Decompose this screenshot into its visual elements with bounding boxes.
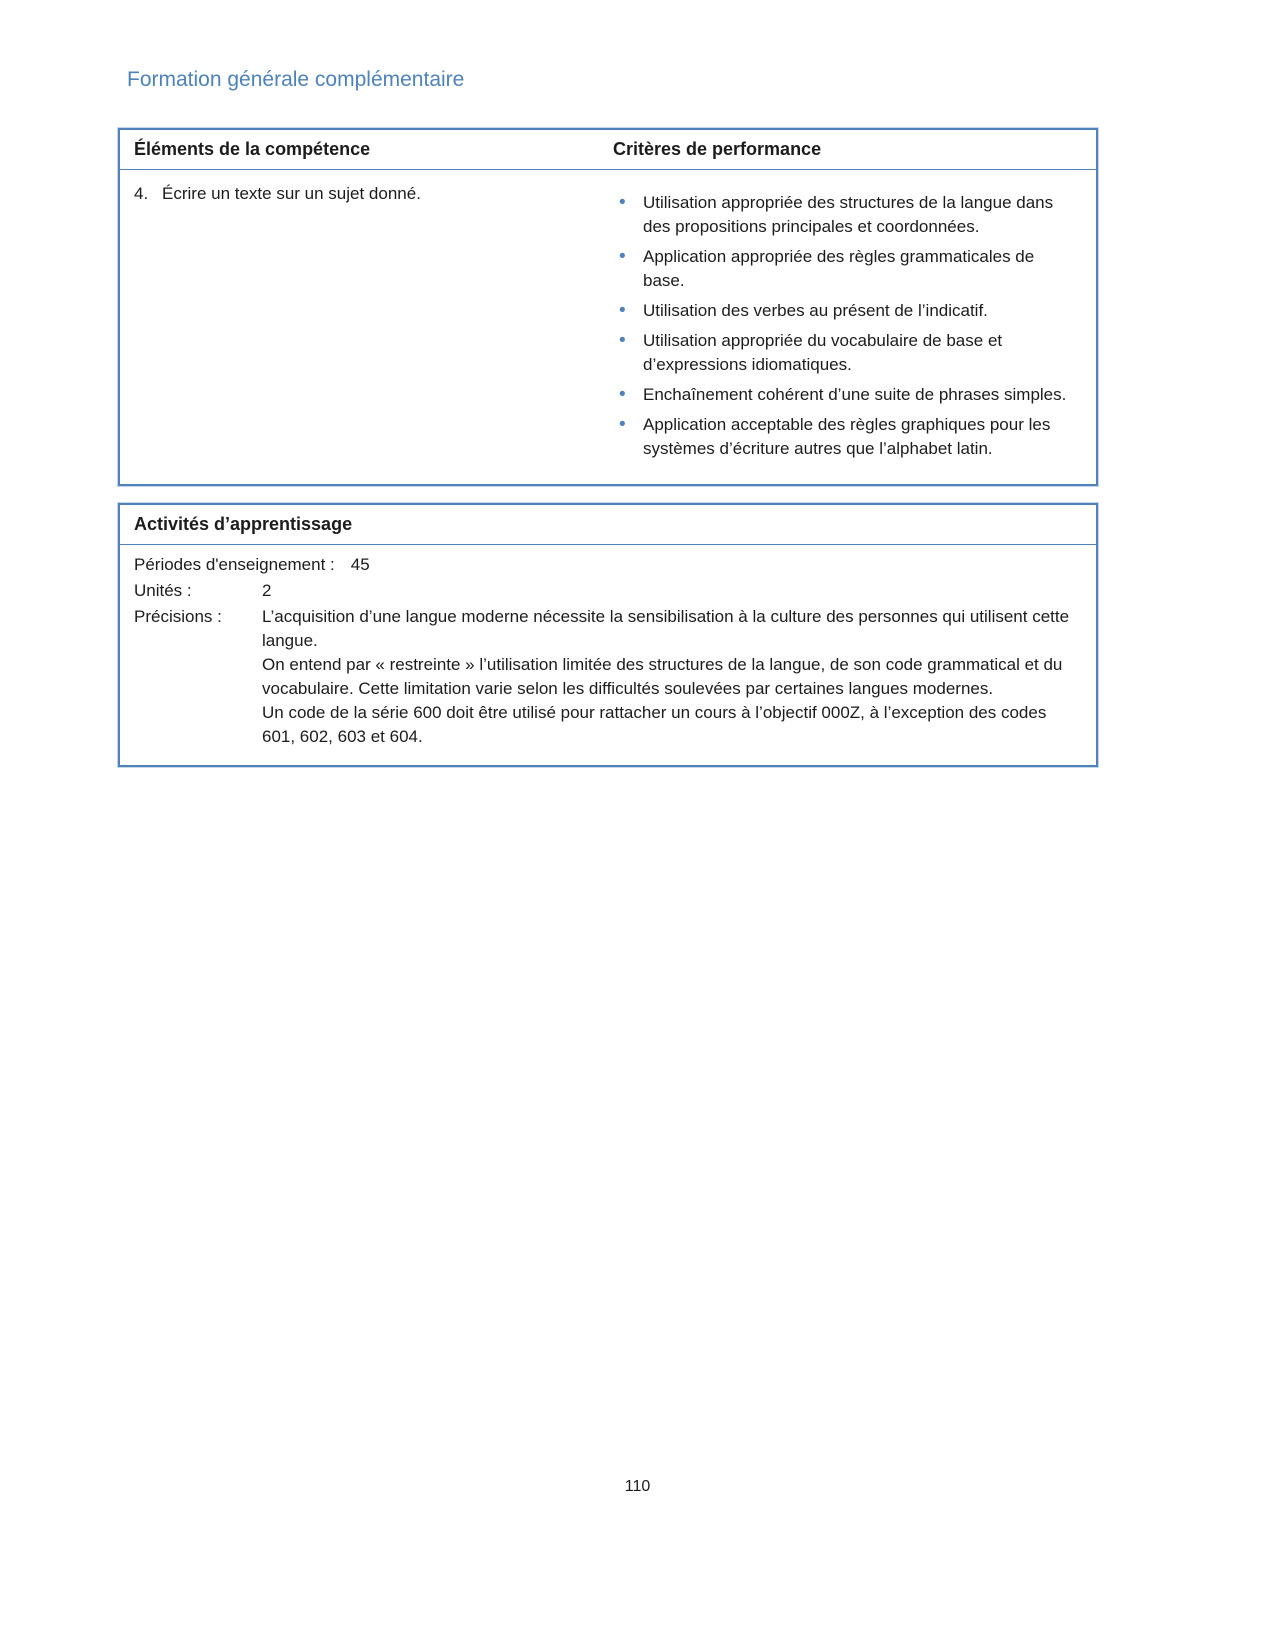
performance-criteria-cell bbox=[613, 170, 1096, 484]
units-value: 2 bbox=[262, 581, 272, 600]
element-number: 4. bbox=[134, 184, 149, 203]
criteria-item: • Enchaînement cohérent d’une suite de phrases simples. bbox=[613, 383, 1078, 407]
column-header-elements: Éléments de la compétence bbox=[134, 139, 371, 159]
precisions-paragraph: On entend par « restreinte » l’utilisation limitée des structures de la langue, de son code grammatical et du vocabulaire. Cette limitation varie selon les difficultés soulevées par certaines langues modernes. bbox=[262, 655, 1063, 698]
precisions-row bbox=[134, 605, 1082, 749]
units-row bbox=[134, 579, 1082, 603]
competence-table-body bbox=[120, 170, 1096, 484]
periods-row bbox=[134, 553, 1082, 577]
page-header: Formation générale complémentaire bbox=[127, 68, 465, 91]
competence-element-cell bbox=[120, 170, 613, 484]
activities-header bbox=[120, 505, 1096, 545]
units-label: Unités : bbox=[134, 581, 192, 600]
precisions-text bbox=[262, 605, 1082, 749]
periods-value: 45 bbox=[350, 555, 370, 574]
criteria-item: • Utilisation appropriée des structures de la langue dans des propositions principales et coordonnées. bbox=[613, 191, 1078, 239]
criteria-item: • Utilisation des verbes au présent de l’indicatif. bbox=[613, 299, 1078, 323]
activities-title: Activités d’apprentissage bbox=[134, 514, 353, 534]
criteria-item: • Utilisation appropriée du vocabulaire de base et d’expressions idiomatiques. bbox=[613, 329, 1078, 377]
criteria-item: • Application acceptable des règles graphiques pour les systèmes d’écriture autres que l’alphabet latin. bbox=[613, 413, 1078, 461]
competence-table-header bbox=[120, 130, 1096, 170]
periods-label: Périodes d'enseignement : bbox=[134, 555, 335, 574]
page-number: 110 bbox=[624, 1478, 651, 1495]
criteria-item: • Application appropriée des règles grammaticales de base. bbox=[613, 245, 1078, 293]
precisions-paragraph: L’acquisition d’une langue moderne nécessite la sensibilisation à la culture des personnes qui utilisent cette langue. bbox=[262, 607, 1070, 650]
precisions-label: Précisions : bbox=[134, 607, 222, 626]
precisions-paragraph: Un code de la série 600 doit être utilisé pour rattacher un cours à l’objectif 000Z, à l’exception des codes 601, 602, 603 et 604. bbox=[262, 703, 1047, 746]
criteria-list bbox=[613, 179, 1082, 475]
element-text: Écrire un texte sur un sujet donné. bbox=[162, 184, 421, 203]
column-header-criteria: Critères de performance bbox=[613, 139, 822, 159]
page-content bbox=[118, 128, 1098, 767]
activities-body bbox=[120, 545, 1096, 765]
activities-table bbox=[118, 503, 1098, 767]
competence-table bbox=[118, 128, 1098, 486]
